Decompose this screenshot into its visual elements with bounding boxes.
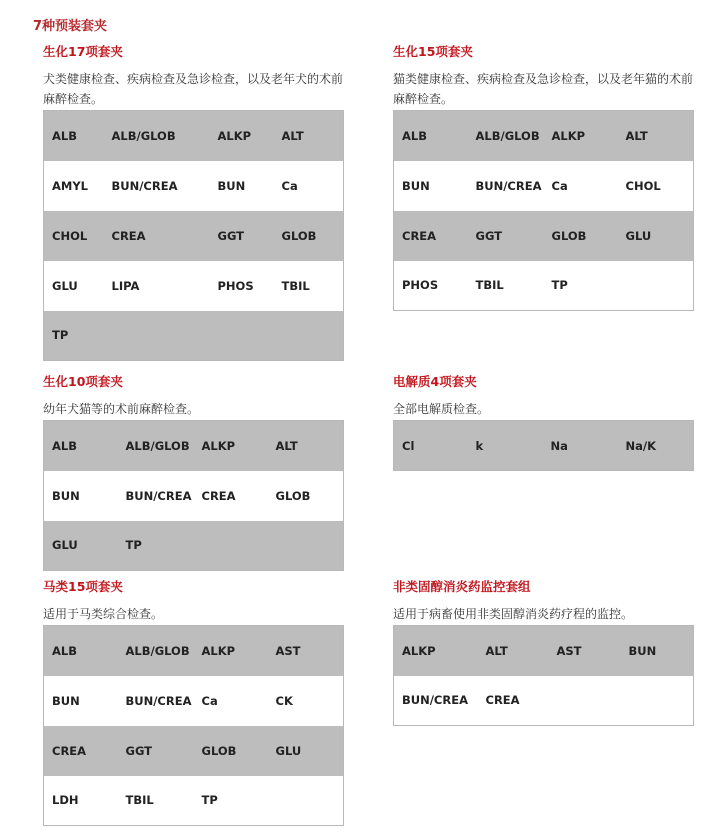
table-row bbox=[44, 471, 344, 521]
test-code-cell: TP bbox=[118, 521, 194, 571]
test-code-cell: Ca bbox=[274, 161, 344, 211]
test-code-cell: GLU bbox=[44, 261, 104, 311]
test-code-cell: Ca bbox=[544, 161, 618, 211]
test-code-cell: BUN bbox=[44, 471, 118, 521]
test-code-cell: TBIL bbox=[118, 776, 194, 826]
test-code-cell bbox=[194, 521, 268, 571]
table-row bbox=[394, 161, 694, 211]
panel-description: 全部电解质检查。 bbox=[393, 402, 490, 416]
test-code-cell: TP bbox=[194, 776, 268, 826]
test-table bbox=[393, 110, 694, 311]
test-code-cell: CHOL bbox=[618, 161, 694, 211]
test-code-cell: BUN bbox=[44, 676, 118, 726]
panel-chem15 bbox=[393, 42, 693, 311]
table-row bbox=[44, 111, 344, 161]
test-code-cell: CREA bbox=[478, 676, 549, 726]
test-code-cell: Na bbox=[543, 421, 618, 471]
table-row bbox=[394, 626, 694, 676]
test-code-cell: Ca bbox=[194, 676, 268, 726]
test-code-cell: ALKP bbox=[194, 421, 268, 471]
test-code-cell: BUN/CREA bbox=[468, 161, 544, 211]
test-code-cell: GLOB bbox=[274, 211, 344, 261]
test-code-cell bbox=[104, 311, 210, 361]
test-code-cell: AST bbox=[549, 626, 621, 676]
test-code-cell: AST bbox=[268, 626, 344, 676]
test-code-cell: ALKP bbox=[544, 111, 618, 161]
panel-description: 犬类健康检查、疾病检查及急诊检查，以及老年犬的术前麻醉检查。 bbox=[43, 72, 344, 106]
table-row bbox=[44, 521, 344, 571]
test-code-cell: TP bbox=[44, 311, 104, 361]
test-code-cell: ALT bbox=[618, 111, 694, 161]
table-row bbox=[44, 626, 344, 676]
test-code-cell: CK bbox=[268, 676, 344, 726]
test-code-cell: ALKP bbox=[394, 626, 478, 676]
page-title: 7种预装套夹 bbox=[33, 19, 108, 34]
test-code-cell: ALB bbox=[44, 421, 118, 471]
test-code-cell bbox=[268, 521, 344, 571]
panel-chem10 bbox=[43, 372, 343, 571]
panel-title: 生化15项套夹 bbox=[393, 44, 473, 59]
table-row bbox=[394, 421, 694, 471]
test-code-cell: ALB/GLOB bbox=[468, 111, 544, 161]
test-code-cell: BUN/CREA bbox=[394, 676, 478, 726]
table-row bbox=[44, 726, 344, 776]
test-code-cell: CREA bbox=[104, 211, 210, 261]
test-code-cell: BUN/CREA bbox=[104, 161, 210, 211]
table-row bbox=[394, 111, 694, 161]
test-code-cell: BUN/CREA bbox=[118, 676, 194, 726]
test-code-cell: BUN bbox=[210, 161, 274, 211]
test-code-cell bbox=[274, 311, 344, 361]
test-code-cell: TP bbox=[544, 261, 618, 311]
panel-title: 马类15项套夹 bbox=[43, 579, 123, 594]
test-code-cell: GLU bbox=[618, 211, 694, 261]
panel-description: 适用于病畜使用非类固醇消炎药疗程的监控。 bbox=[393, 607, 634, 621]
test-code-cell: TBIL bbox=[274, 261, 344, 311]
panel-title: 电解质4项套夹 bbox=[393, 374, 477, 389]
test-code-cell: ALT bbox=[274, 111, 344, 161]
test-code-cell: GGT bbox=[118, 726, 194, 776]
panel-description: 猫类健康检查、疾病检查及急诊检查，以及老年猫的术前麻醉检查。 bbox=[393, 72, 694, 106]
table-row bbox=[394, 261, 694, 311]
test-code-cell: BUN bbox=[621, 626, 694, 676]
panel-title: 生化10项套夹 bbox=[43, 374, 123, 389]
test-code-cell: ALKP bbox=[194, 626, 268, 676]
test-code-cell: ALT bbox=[268, 421, 344, 471]
table-row bbox=[44, 776, 344, 826]
test-code-cell: GGT bbox=[210, 211, 274, 261]
test-table bbox=[43, 110, 344, 361]
test-code-cell: GLOB bbox=[544, 211, 618, 261]
panel-title: 非类固醇消炎药监控套组 bbox=[393, 579, 531, 594]
table-row bbox=[44, 311, 344, 361]
test-code-cell bbox=[621, 676, 694, 726]
test-code-cell: GLU bbox=[268, 726, 344, 776]
test-table bbox=[43, 420, 344, 571]
test-code-cell: TBIL bbox=[468, 261, 544, 311]
test-code-cell: ALB/GLOB bbox=[118, 421, 194, 471]
test-code-cell: GLOB bbox=[194, 726, 268, 776]
test-code-cell: Na/K bbox=[618, 421, 694, 471]
test-code-cell: BUN/CREA bbox=[118, 471, 194, 521]
panel-title: 生化17项套夹 bbox=[43, 44, 123, 59]
panel-chem17 bbox=[43, 42, 343, 361]
test-code-cell: LIPA bbox=[104, 261, 210, 311]
table-row bbox=[44, 676, 344, 726]
panel-description: 幼年犬猫等的术前麻醉检查。 bbox=[43, 402, 200, 416]
test-code-cell bbox=[210, 311, 274, 361]
test-code-cell: BUN bbox=[394, 161, 468, 211]
test-code-cell: k bbox=[468, 421, 543, 471]
test-code-cell: ALB/GLOB bbox=[104, 111, 210, 161]
test-code-cell bbox=[268, 776, 344, 826]
test-code-cell: PHOS bbox=[210, 261, 274, 311]
panel-description: 适用于马类综合检查。 bbox=[43, 607, 164, 621]
panel-lyte4 bbox=[393, 372, 693, 471]
test-code-cell: PHOS bbox=[394, 261, 468, 311]
table-row bbox=[44, 261, 344, 311]
test-code-cell: ALB bbox=[394, 111, 468, 161]
test-code-cell: ALB bbox=[44, 626, 118, 676]
test-code-cell: Cl bbox=[394, 421, 468, 471]
test-code-cell: LDH bbox=[44, 776, 118, 826]
table-row bbox=[394, 211, 694, 261]
table-row bbox=[44, 211, 344, 261]
test-code-cell: CHOL bbox=[44, 211, 104, 261]
test-code-cell bbox=[618, 261, 694, 311]
table-row bbox=[394, 676, 694, 726]
test-table bbox=[393, 625, 694, 726]
panel-equine15 bbox=[43, 577, 343, 826]
panel-nsaid bbox=[393, 577, 693, 726]
test-code-cell: ALB bbox=[44, 111, 104, 161]
test-code-cell: GLU bbox=[44, 521, 118, 571]
test-code-cell: GLOB bbox=[268, 471, 344, 521]
table-row bbox=[44, 161, 344, 211]
test-code-cell: CREA bbox=[194, 471, 268, 521]
test-code-cell: ALT bbox=[478, 626, 549, 676]
table-row bbox=[44, 421, 344, 471]
test-code-cell: ALB/GLOB bbox=[118, 626, 194, 676]
test-code-cell bbox=[549, 676, 621, 726]
test-code-cell: CREA bbox=[44, 726, 118, 776]
test-code-cell: CREA bbox=[394, 211, 468, 261]
test-table bbox=[393, 420, 694, 471]
test-code-cell: ALKP bbox=[210, 111, 274, 161]
test-code-cell: GGT bbox=[468, 211, 544, 261]
test-code-cell: AMYL bbox=[44, 161, 104, 211]
test-table bbox=[43, 625, 344, 826]
